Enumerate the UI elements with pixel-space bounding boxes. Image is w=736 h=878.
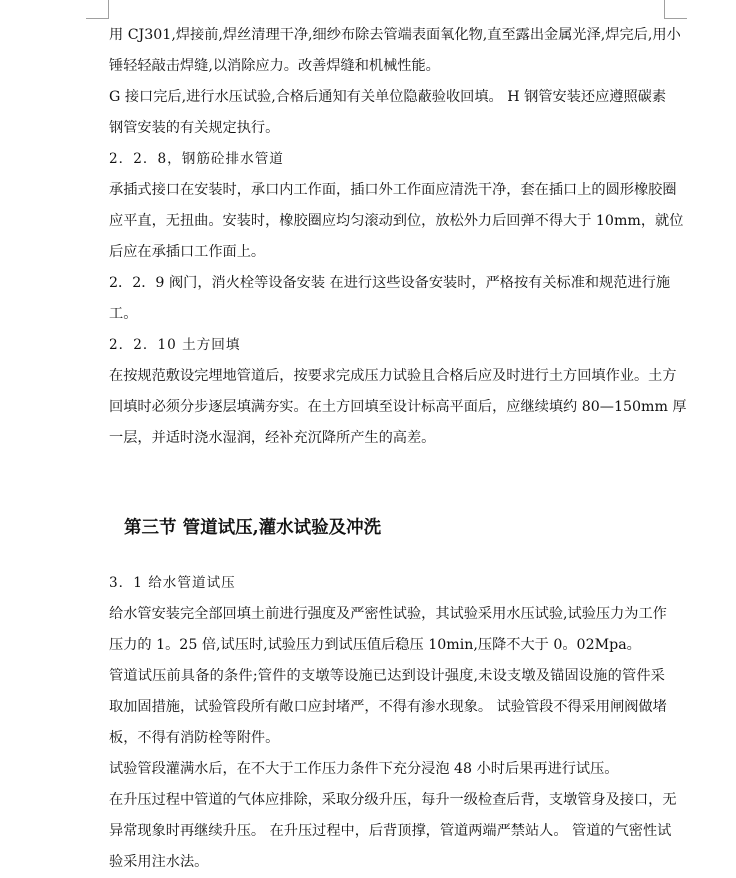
crop-mark-top-right [664, 0, 687, 19]
text-line: 一层，并适时浇水湿润，经补充沉降所产生的高差。 [109, 430, 436, 446]
text-line: 工。 [109, 306, 138, 322]
text-line: G 接口完后,进行水压试验,合格后通知有关单位隐蔽验收回填。 H 钢管安装还应遵照碳素 [109, 89, 667, 105]
text-line: 异常现象时再继续升压。 在升压过程中，后背顶撑，管道两端严禁站人。 管道的气密性试 [109, 823, 672, 839]
crop-mark-top-left [86, 0, 109, 19]
text-line: 在升压过程中管道的气体应排除，采取分级升压，每升一级检查后背，支墩管身及接口，无 [109, 792, 677, 808]
text-line: 管道试压前具备的条件;管件的支墩等设施已达到设计强度,未设支墩及锚固设施的管件采 [109, 668, 665, 684]
text-line: 试验管段灌满水后，在不大于工作压力条件下充分浸泡 48 小时后果再进行试压。 [109, 761, 619, 777]
text-line: 应平直，无扭曲。安装时，橡胶圈应均匀滚动到位，放松外力后回弹不得大于 10mm，就位 [109, 213, 684, 229]
text-line: 在按规范敷设完埋地管道后，按要求完成压力试验且合格后应及时进行土方回填作业。土方 [109, 368, 677, 384]
text-line: 后应在承插口工作面上。 [109, 244, 266, 260]
subsection-heading: 2．2．9 阀门，消火栓等设备安装 在进行这些设备安装时，严格按有关标准和规范进行施 [109, 275, 671, 291]
text-line: 钢管安装的有关规定执行。 [109, 120, 280, 136]
text-line: 用 CJ301,焊接前,焊丝清理干净,细纱布除去管端表面氧化物,直至露出金属光泽,焊完后,用小 [109, 27, 681, 43]
text-line: 承插式接口在安装时，承口内工作面，插口外工作面应清洗干净，套在插口上的圆形橡胶圈 [109, 182, 677, 198]
text-line: 锤轻轻敲击焊缝,以消除应力。改善焊缝和机械性能。 [109, 58, 440, 74]
text-line: 板，不得有消防栓等附件。 [109, 730, 280, 746]
subsection-heading: 2．2．10 土方回填 [109, 337, 241, 353]
text-line: 压力的 1。25 倍,试压时,试验压力到试压值后稳压 10min,压降不大于 0。02Mpa。 [109, 637, 641, 653]
text-line: 给水管安装完全部回填土前进行强度及严密性试验，其试验采用水压试验,试验压力为工作 [109, 606, 667, 622]
text-line: 验采用注水法。 [109, 854, 209, 870]
subsection-heading: 2．2．8，钢筋砼排水管道 [109, 151, 284, 167]
section-heading: 第三节 管道试压,灌水试验及冲洗 [124, 518, 382, 538]
subsection-heading: 3．1 给水管道试压 [109, 575, 236, 591]
text-line: 取加固措施，试验管段所有敞口应封堵严，不得有渗水现象。 试验管段不得采用闸阀做堵 [109, 699, 667, 715]
text-line: 回填时必须分步逐层填满夯实。在土方回填至设计标高平面后，应继续填约 80—150mm 厚 [109, 399, 687, 415]
